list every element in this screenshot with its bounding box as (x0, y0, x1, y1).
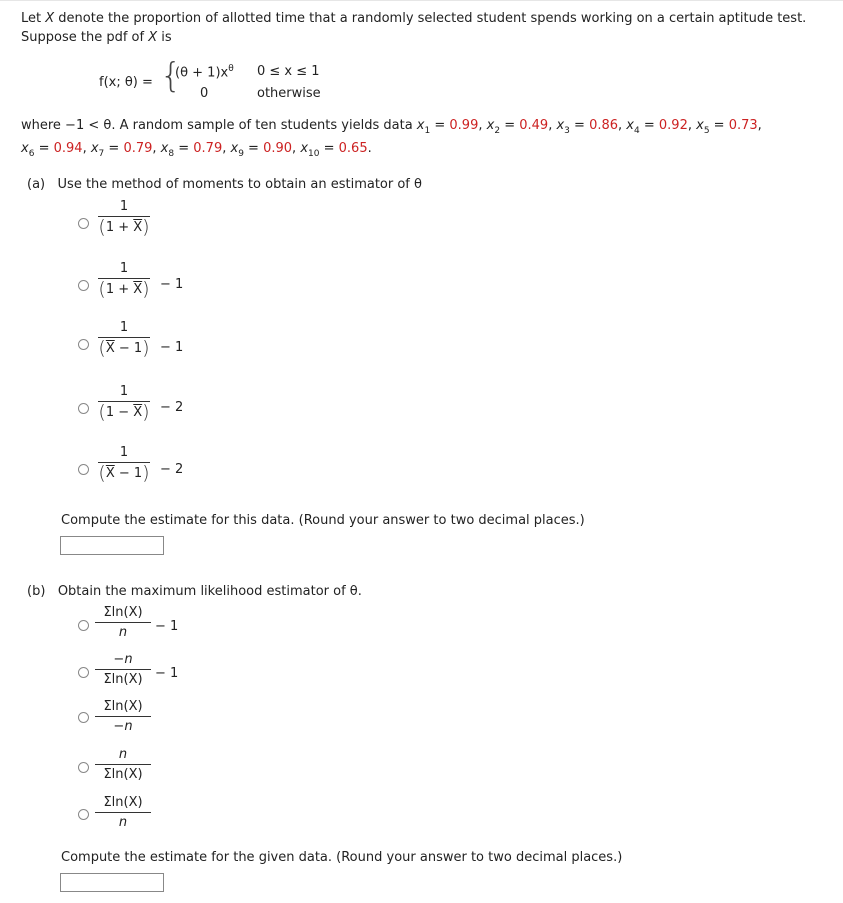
pdf-case-1-expr: (θ + 1)x (175, 65, 229, 81)
pdf-exponent: θ (228, 64, 234, 74)
fraction-numerator: n (118, 747, 128, 762)
part-b-option-5-radio[interactable] (78, 809, 89, 820)
data-value: 0.90 (263, 141, 293, 156)
part-a-label: (a) (27, 177, 46, 192)
part-b-option-5-fraction (95, 796, 151, 831)
fraction-numerator: 1 (119, 320, 129, 335)
part-b-heading (27, 584, 362, 599)
part-b-compute-prompt: Compute the estimate for the given data. (Round your answer to two decimal places.) (61, 850, 623, 865)
fraction-numerator: 1 (119, 199, 129, 214)
part-b-option-2-radio[interactable] (78, 667, 89, 678)
intro-text: is (157, 30, 172, 45)
part-a-option-4-fraction: 1 $(1 - \overline{X})$ (98, 384, 150, 423)
fraction-numerator: 1 (119, 261, 129, 276)
left-brace: { (160, 56, 182, 96)
part-a-option-4-suffix: − 2 (160, 400, 184, 415)
data-value: 0.65 (338, 141, 368, 156)
fraction-denominator: −n (113, 719, 133, 734)
part-a-heading (27, 177, 422, 192)
part-a-option-5-fraction: 1 $(\overline{X} - 1)$ (98, 445, 150, 484)
fraction-denominator: $1 + \overline{X}$ (105, 282, 143, 297)
fraction-numerator: Σln(X) (103, 605, 143, 620)
data-value: 0.94 (53, 141, 83, 156)
part-b-label: (b) (27, 584, 46, 599)
intro-text: Suppose the pdf of (21, 30, 149, 45)
fraction-numerator: 1 (119, 445, 129, 460)
pdf-case-1-cond: 0 ≤ x ≤ 1 (257, 64, 320, 79)
part-b-option-3-radio[interactable] (78, 712, 89, 723)
part-a-compute-prompt: Compute the estimate for this data. (Round your answer to two decimal places.) (61, 513, 585, 528)
part-b-option-1-fraction (95, 606, 151, 641)
part-a-option-5-suffix: − 2 (160, 462, 184, 477)
part-a-option-3-radio[interactable] (78, 339, 89, 350)
data-value: 0.79 (123, 141, 153, 156)
part-b-answer-input[interactable] (60, 873, 164, 892)
intro-text: Let (21, 11, 46, 26)
part-a-option-2-fraction: 1 $(1 + \overline{X})$ (98, 261, 150, 300)
pdf-lhs: f(x; θ) = (99, 75, 153, 90)
part-b-option-3-fraction (95, 700, 151, 735)
variable-x: X (45, 11, 55, 26)
data-intro-text: where −1 < θ. A random sample of ten students yields data (21, 118, 417, 133)
data-value: 0.49 (519, 118, 549, 133)
fraction-denominator: $1 - \overline{X}$ (105, 405, 143, 420)
fraction-numerator: Σln(X) (103, 699, 143, 714)
data-value: 0.99 (449, 118, 479, 133)
part-b-option-2-suffix: − 1 (155, 666, 179, 681)
part-b-option-1-radio[interactable] (78, 620, 89, 631)
pdf-case-2: 0 (200, 86, 209, 101)
variable-x: X (148, 30, 158, 45)
fraction-denominator: $\overline{X} - 1$ (105, 341, 143, 356)
part-a-option-1-radio[interactable] (78, 218, 89, 229)
data-value: 0.92 (658, 118, 688, 133)
fraction-numerator: −n (113, 652, 133, 667)
part-a-option-3-fraction: 1 $(\overline{X} - 1)$ (98, 320, 150, 359)
fraction-denominator: n (118, 625, 128, 640)
part-a-option-5-radio[interactable] (78, 464, 89, 475)
pdf-case-2-cond: otherwise (257, 86, 321, 101)
part-b-option-2-fraction (95, 653, 151, 688)
intro-line-1 (21, 11, 806, 26)
part-a-option-2-radio[interactable] (78, 280, 89, 291)
data-line-1: where −1 < θ. A random sample of ten students yields data $x_1 = 0.99$, $x_2 = 0.49$, $x_3 = 0.86$, $x_4 = 0.92$, $x_5 = 0.73$, (21, 118, 762, 136)
data-line-2: $x_6 = 0.94$, $x_7 = 0.79$, $x_8 = 0.79$, $x_9 = 0.90$, $x_{10} = 0.65$. (21, 141, 372, 159)
pdf-case-1 (175, 64, 234, 80)
part-a-prompt: Use the method of moments to obtain an estimator of θ (57, 177, 422, 192)
part-a-option-3-suffix: − 1 (160, 340, 184, 355)
data-value: 0.86 (589, 118, 619, 133)
part-b-prompt: Obtain the maximum likelihood estimator of θ. (57, 584, 362, 599)
part-a-option-4-radio[interactable] (78, 403, 89, 414)
fraction-denominator: $1 + \overline{X}$ (105, 220, 143, 235)
fraction-denominator: n (118, 815, 128, 830)
part-a-option-1-fraction: 1 $(1 + \overline{X})$ (98, 199, 150, 238)
part-b-option-1-suffix: − 1 (155, 619, 179, 634)
intro-text: denote the proportion of allotted time that a randomly selected student spends working on a certain aptitude test. (54, 11, 807, 26)
data-value: 0.73 (728, 118, 758, 133)
part-b-option-4-fraction (95, 748, 151, 783)
part-a-answer-input[interactable] (60, 536, 164, 555)
fraction-denominator: Σln(X) (103, 672, 143, 687)
intro-line-2 (21, 30, 172, 45)
fraction-denominator: Σln(X) (103, 767, 143, 782)
part-b-option-4-radio[interactable] (78, 762, 89, 773)
fraction-denominator: $\overline{X} - 1$ (105, 466, 143, 481)
fraction-numerator: Σln(X) (103, 795, 143, 810)
part-a-option-2-suffix: − 1 (160, 277, 184, 292)
fraction-numerator: 1 (119, 384, 129, 399)
data-value: 0.79 (193, 141, 223, 156)
